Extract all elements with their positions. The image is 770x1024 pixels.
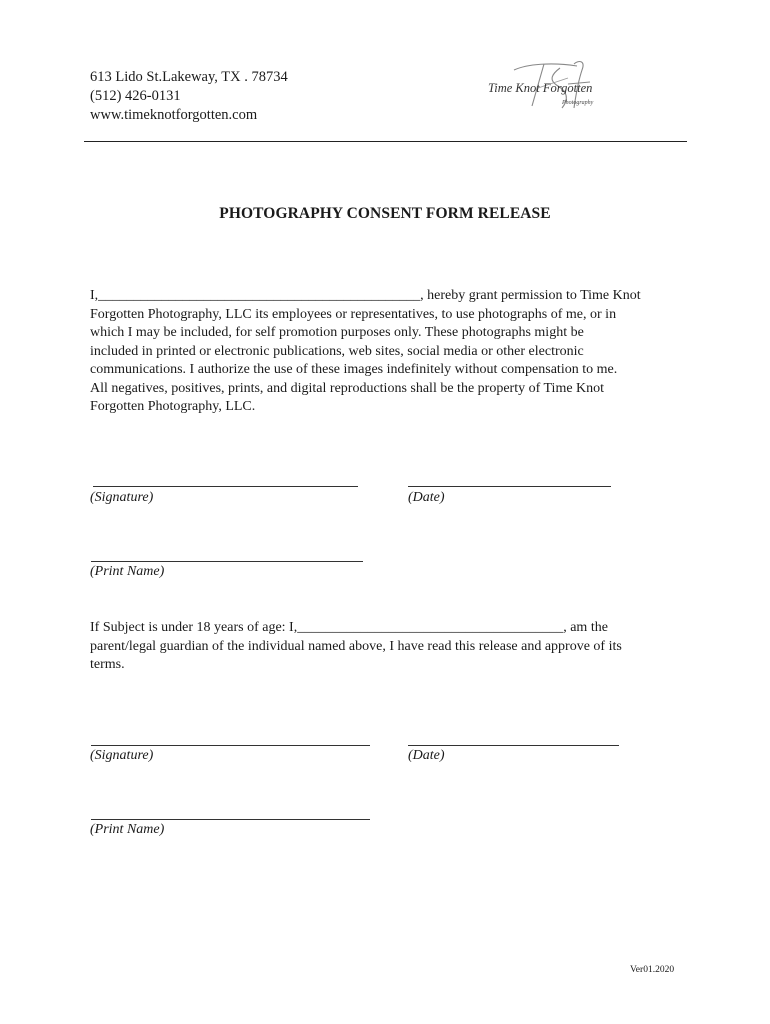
consent-paragraph <box>90 287 680 417</box>
consent-line: which I may be included, for self promotion purposes only. These photographs might be <box>90 325 584 340</box>
guardian-signature-line[interactable] <box>91 745 370 746</box>
consent-line: All negatives, positives, prints, and digital reproductions shall be the property of Time Knot <box>90 380 605 396</box>
header-divider <box>84 141 687 142</box>
guardian-print-name-label: (Print Name) <box>90 822 165 837</box>
subject-signature-label: (Signature) <box>90 490 154 505</box>
subject-date-label: (Date) <box>408 490 445 505</box>
consent-line: Forgotten Photography, LLC. <box>90 399 256 414</box>
consent-line: I,______________________________________________, hereby grant permission to Time Knot <box>90 288 641 303</box>
company-website: www.timeknotforgotten.com <box>90 107 258 123</box>
logo-name-text: Time Knot Forgotten <box>488 81 593 95</box>
consent-line: Forgotten Photography, LLC its employees or representatives, to use photographs of me, or in <box>90 306 617 322</box>
minor-line: parent/legal guardian of the individual named above, I have read this release and approve of its <box>90 638 622 654</box>
guardian-signature-label: (Signature) <box>90 748 154 763</box>
version-label: Ver01.2020 <box>630 965 675 975</box>
guardian-date-line[interactable] <box>408 745 619 746</box>
company-logo <box>482 58 612 113</box>
company-contact-block <box>90 68 288 125</box>
company-address: 613 Lido St.Lakeway, TX . 78734 <box>90 69 288 85</box>
guardian-print-name-line[interactable] <box>91 819 370 820</box>
minor-consent-paragraph <box>90 619 680 675</box>
subject-print-name-line[interactable] <box>91 561 363 562</box>
consent-line: communications. I authorize the use of these images indefinitely without compensation to me. <box>90 362 618 377</box>
form-title: PHOTOGRAPHY CONSENT FORM RELEASE <box>219 205 551 222</box>
minor-line: terms. <box>90 657 125 672</box>
minor-line: If Subject is under 18 years of age: I,______________________________________, am the <box>90 620 608 635</box>
consent-line: included in printed or electronic publications, web sites, social media or other electronic <box>90 343 584 359</box>
subject-print-name-label: (Print Name) <box>90 564 165 579</box>
logo-tagline-text: Photography <box>562 100 594 106</box>
subject-date-line[interactable] <box>408 486 611 487</box>
guardian-date-label: (Date) <box>408 748 445 763</box>
company-phone: (512) 426-0131 <box>90 88 181 104</box>
subject-signature-line[interactable] <box>93 486 358 487</box>
